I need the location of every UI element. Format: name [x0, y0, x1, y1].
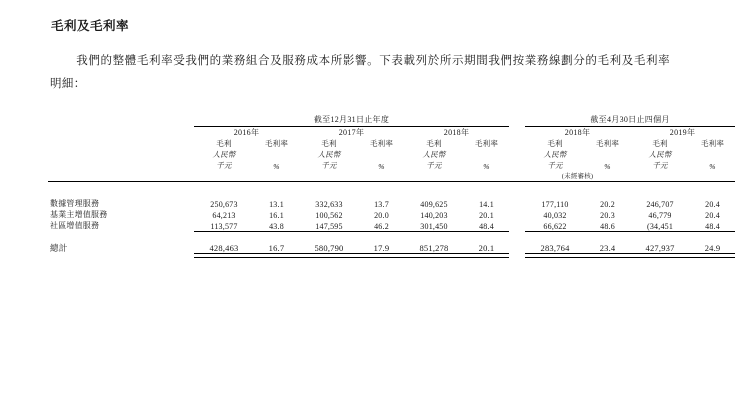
empty-cell	[585, 149, 630, 160]
empty-cell	[509, 198, 525, 209]
paragraph-text: 我們的整體毛利率受我們的業務組合及服務成本所影響。下表載列於所示期間我們按業務線劃分的毛利及毛利率明細：	[50, 55, 670, 90]
metric-gp-2018: 毛利	[426, 139, 442, 148]
row-value: 46,779	[648, 211, 672, 220]
unit-percent-2017: %	[378, 162, 385, 171]
metric-gpm-2016: 毛利率	[264, 139, 289, 148]
rule-interim	[525, 231, 735, 242]
row-value: 20.0	[374, 211, 389, 220]
rule-blank	[48, 254, 194, 258]
currency-2018-interim: 人民幣	[543, 150, 567, 159]
empty-cell	[464, 149, 509, 160]
empty-cell	[509, 127, 525, 139]
unit-percent-2018-interim: %	[604, 162, 611, 171]
spacer-cell	[48, 182, 735, 199]
row-value: 66,622	[543, 221, 567, 231]
row-value: 113,577	[210, 221, 238, 231]
rule-annual	[194, 231, 509, 242]
unit-percent-2018: %	[483, 162, 490, 171]
empty-cell	[690, 171, 735, 180]
rule-blank	[48, 231, 194, 242]
table-total-row	[48, 242, 735, 254]
total-value: 20.1	[478, 243, 495, 253]
total-label: 總計	[50, 242, 68, 253]
metric-gp-2016: 毛利	[216, 139, 232, 148]
empty-cell	[48, 171, 194, 180]
rule-blank	[509, 254, 525, 258]
total-bottom-rule	[48, 254, 735, 258]
empty-cell	[404, 171, 464, 180]
total-top-rule	[48, 231, 735, 242]
row-value: 64,213	[212, 211, 236, 220]
year-2017: 2017年	[338, 128, 365, 137]
rule-interim	[525, 254, 735, 258]
row-value: 100,562	[315, 211, 343, 220]
empty-cell	[48, 138, 194, 149]
unit-percent-2016: %	[273, 162, 280, 171]
row-value: 147,595	[315, 221, 343, 231]
row-value: 409,625	[420, 200, 448, 209]
row-value: 246,707	[646, 200, 674, 209]
unit-amount-2016: 千元	[216, 161, 232, 170]
unit-amount-2018-interim: 千元	[547, 161, 563, 170]
unaudited-note: (未經審核)	[561, 173, 594, 180]
group-header-annual: 截至12月31日止年度	[313, 115, 390, 124]
empty-cell	[299, 171, 359, 180]
year-2019-interim: 2019年	[669, 128, 696, 137]
total-value: 580,790	[314, 243, 344, 253]
row-label: 基業主增值服務	[50, 210, 108, 219]
empty-cell	[509, 138, 525, 149]
total-value: 427,937	[645, 243, 675, 253]
unit-amount-2019-interim: 千元	[652, 161, 668, 170]
currency-2016: 人民幣	[212, 150, 236, 159]
row-value: 13.1	[269, 200, 284, 209]
table-row	[48, 198, 735, 209]
table-row	[48, 220, 735, 231]
year-2018: 2018年	[443, 128, 470, 137]
row-value: 16.1	[269, 211, 284, 220]
empty-cell	[359, 149, 404, 160]
empty-cell	[359, 171, 404, 180]
empty-cell	[509, 220, 525, 231]
total-value: 23.4	[599, 243, 616, 253]
metric-gpm-2018: 毛利率	[474, 139, 499, 148]
table-unit-row	[48, 160, 735, 171]
row-value: 43.8	[269, 221, 284, 231]
empty-cell	[509, 242, 525, 254]
empty-cell	[509, 114, 525, 125]
metric-gpm-2019-interim: 毛利率	[700, 139, 725, 148]
table-year-row	[48, 127, 735, 139]
empty-cell	[509, 209, 525, 220]
row-value: 20.1	[479, 211, 494, 220]
empty-cell	[194, 171, 254, 180]
row-value: 177,110	[541, 200, 569, 209]
body-paragraph	[50, 50, 670, 96]
row-value: 48.4	[479, 221, 494, 231]
total-value: 428,463	[209, 243, 239, 253]
currency-2017: 人民幣	[317, 150, 341, 159]
row-value: 20.4	[705, 200, 720, 209]
empty-cell	[509, 160, 525, 171]
empty-cell	[48, 160, 194, 171]
empty-cell	[464, 171, 509, 180]
row-value: (34,451	[646, 221, 674, 231]
row-value: 46.2	[374, 221, 389, 231]
total-value: 16.7	[268, 243, 285, 253]
row-value: 250,673	[210, 200, 238, 209]
unit-percent-2019-interim: %	[709, 162, 716, 171]
row-label: 社區增值服務	[50, 221, 100, 230]
rule-blank	[509, 231, 525, 242]
currency-2018: 人民幣	[422, 150, 446, 159]
empty-cell	[48, 127, 194, 139]
row-value: 48.4	[705, 221, 720, 231]
empty-cell	[48, 114, 194, 125]
year-2018-interim: 2018年	[564, 128, 591, 137]
empty-cell	[509, 149, 525, 160]
row-value: 140,203	[420, 211, 448, 220]
row-value: 20.2	[600, 200, 615, 209]
group-header-interim: 截至4月30日止四個月	[590, 115, 670, 124]
row-value: 332,633	[315, 200, 343, 209]
empty-cell	[254, 171, 299, 180]
currency-2019-interim: 人民幣	[648, 150, 672, 159]
row-value: 20.4	[705, 211, 720, 220]
section-title: 毛利及毛利率	[51, 19, 130, 33]
total-value: 17.9	[373, 243, 390, 253]
empty-cell	[48, 149, 194, 160]
metric-gpm-2017: 毛利率	[369, 139, 394, 148]
metric-gp-2018-interim: 毛利	[547, 139, 563, 148]
unit-amount-2017: 千元	[321, 161, 337, 170]
total-value: 24.9	[704, 243, 721, 253]
row-value: 13.7	[374, 200, 389, 209]
row-label: 數據管理服務	[50, 199, 100, 208]
metric-gp-2019-interim: 毛利	[652, 139, 668, 148]
row-value: 20.3	[600, 211, 615, 220]
row-value: 14.1	[479, 200, 494, 209]
empty-cell	[690, 149, 735, 160]
row-value: 301,450	[420, 221, 448, 231]
gross-profit-table	[48, 114, 735, 258]
table-metric-row	[48, 138, 735, 149]
table-row	[48, 209, 735, 220]
rule-annual	[194, 254, 509, 258]
total-value: 283,764	[540, 243, 570, 253]
year-2016: 2016年	[233, 128, 260, 137]
metric-gp-2017: 毛利	[321, 139, 337, 148]
row-value: 48.6	[600, 221, 615, 231]
table-unaudited-row	[48, 171, 735, 180]
unit-amount-2018: 千元	[426, 161, 442, 170]
empty-cell	[509, 171, 525, 180]
metric-gpm-2018-interim: 毛利率	[595, 139, 620, 148]
empty-cell	[254, 149, 299, 160]
row-value: 40,032	[543, 211, 567, 220]
table-spacer	[48, 182, 735, 199]
total-value: 851,278	[419, 243, 449, 253]
empty-cell	[630, 171, 690, 180]
table-currency-row	[48, 149, 735, 160]
table-group-header-row	[48, 114, 735, 125]
